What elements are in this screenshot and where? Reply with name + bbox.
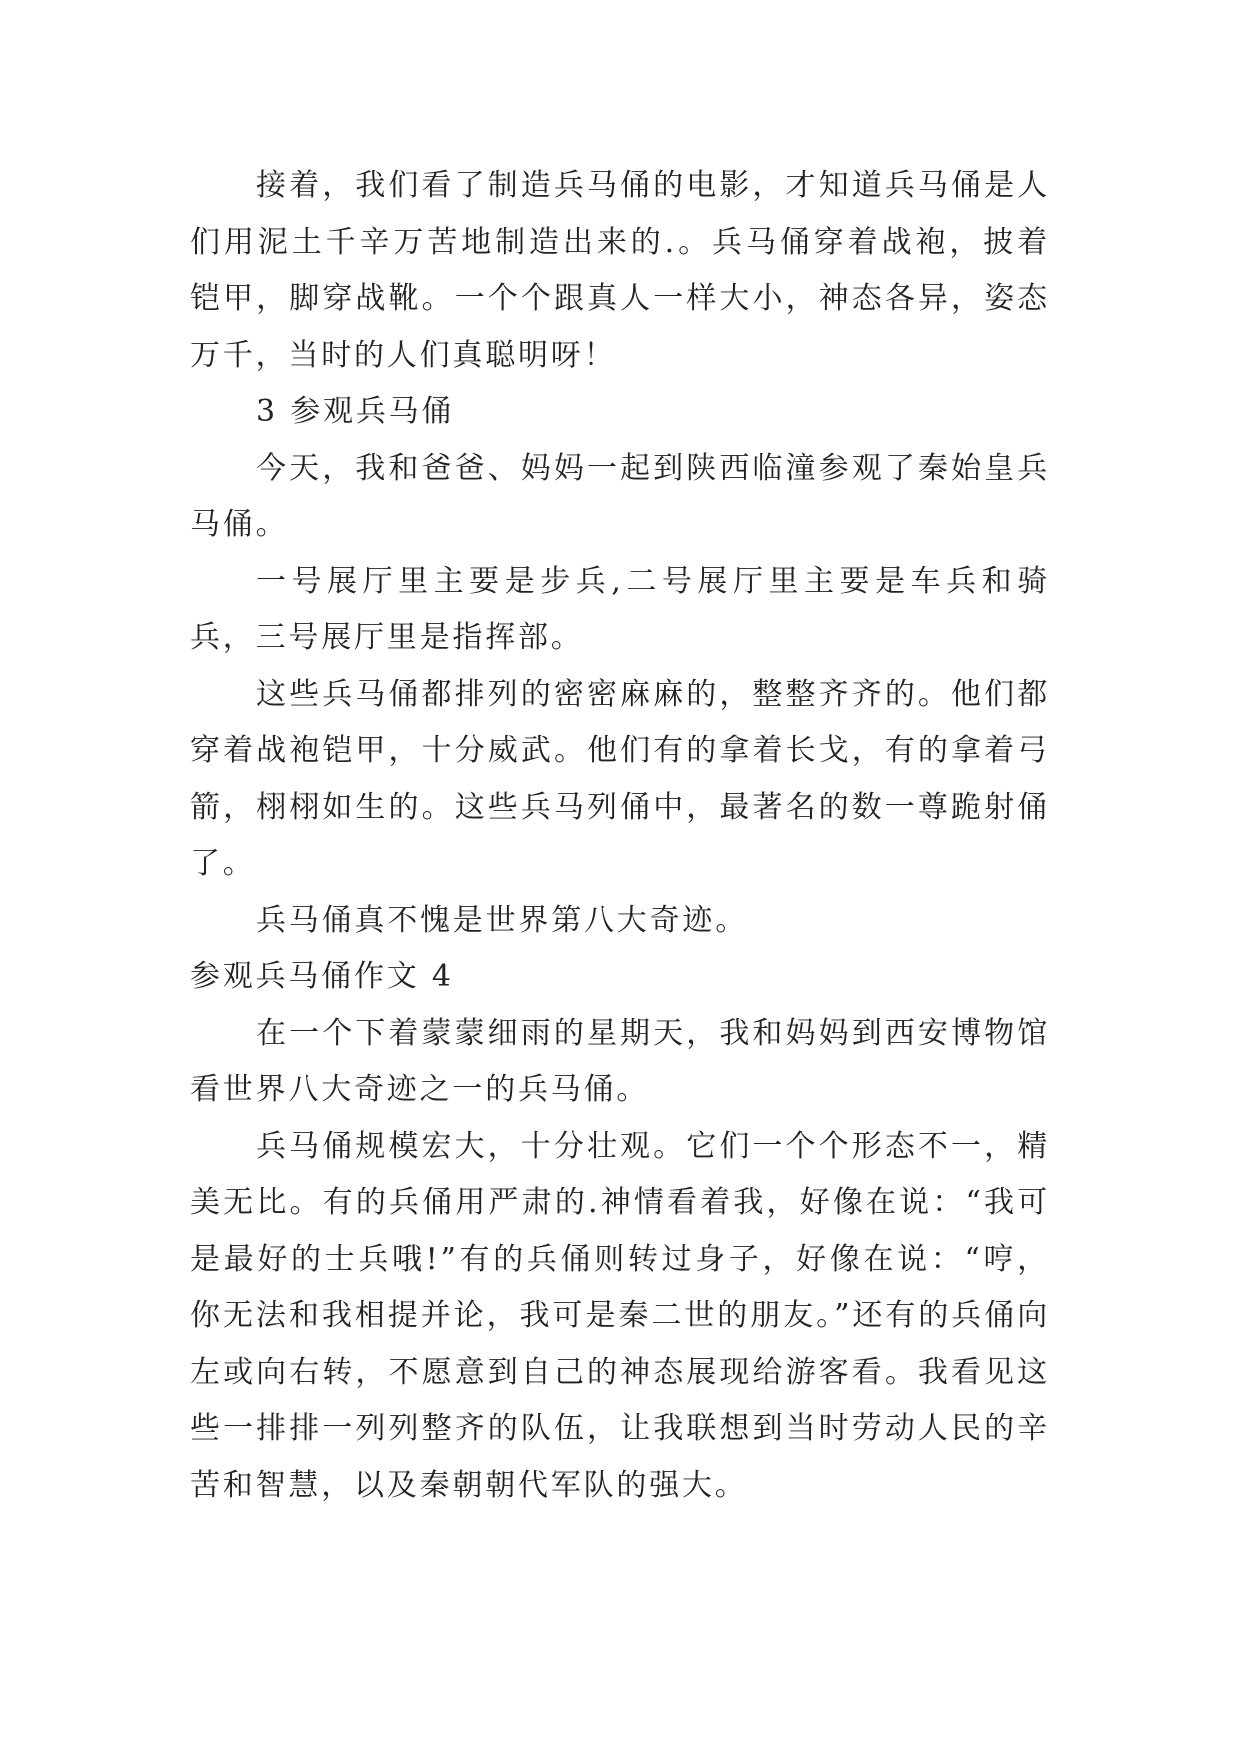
document-body bbox=[190, 158, 1050, 1514]
paragraph-terracotta-film: 接着，我们看了制造兵马俑的电影，才知道兵马俑是人们用泥土千辛万苦地制造出来的.。兵马俑穿着战袍，披着铠甲，脚穿战靴。一个个跟真人一样大小，神态各异，姿态万千，当时的人们真聪明呀！ bbox=[190, 168, 1050, 373]
essay-title-4: 参观兵马俑作文 4 bbox=[190, 959, 454, 994]
section-subheading-3: 3 参观兵马俑 bbox=[256, 394, 455, 429]
paragraph-grand-scale: 兵马俑规模宏大，十分壮观。它们一个个形态不一，精美无比。有的兵俑用严肃的.神情看着我，好像在说：“我可是最好的士兵哦!”有的兵俑则转过身子，好像在说：“哼，你无法和我相提并论，我可是秦二世的朋友。”还有的兵俑向左或向右转，不愿意到自己的神态展现给游客看。我看见这些一排排一列列整齐的队伍，让我联想到当时劳动人民的辛苦和智慧，以及秦朝朝代军队的强大。 bbox=[190, 1128, 1050, 1503]
paragraph-rainy-sunday: 在一个下着蒙蒙细雨的星期天，我和妈妈到西安博物馆看世界八大奇迹之一的兵马俑。 bbox=[190, 1015, 1050, 1107]
paragraph-eighth-wonder: 兵马俑真不愧是世界第八大奇迹。 bbox=[256, 902, 748, 938]
paragraph-visit-intro: 今天，我和爸爸、妈妈一起到陕西临潼参观了秦始皇兵马俑。 bbox=[190, 450, 1050, 542]
paragraph-warrior-description: 这些兵马俑都排列的密密麻麻的，整整齐齐的。他们都穿着战袍铠甲，十分威武。他们有的拿着长戈，有的拿着弓箭，栩栩如生的。这些兵马列俑中，最著名的数一尊跪射俑了。 bbox=[190, 676, 1050, 881]
paragraph-exhibition-halls: 一号展厅里主要是步兵,二号展厅里主要是车兵和骑兵，三号展厅里是指挥部。 bbox=[190, 563, 1050, 655]
